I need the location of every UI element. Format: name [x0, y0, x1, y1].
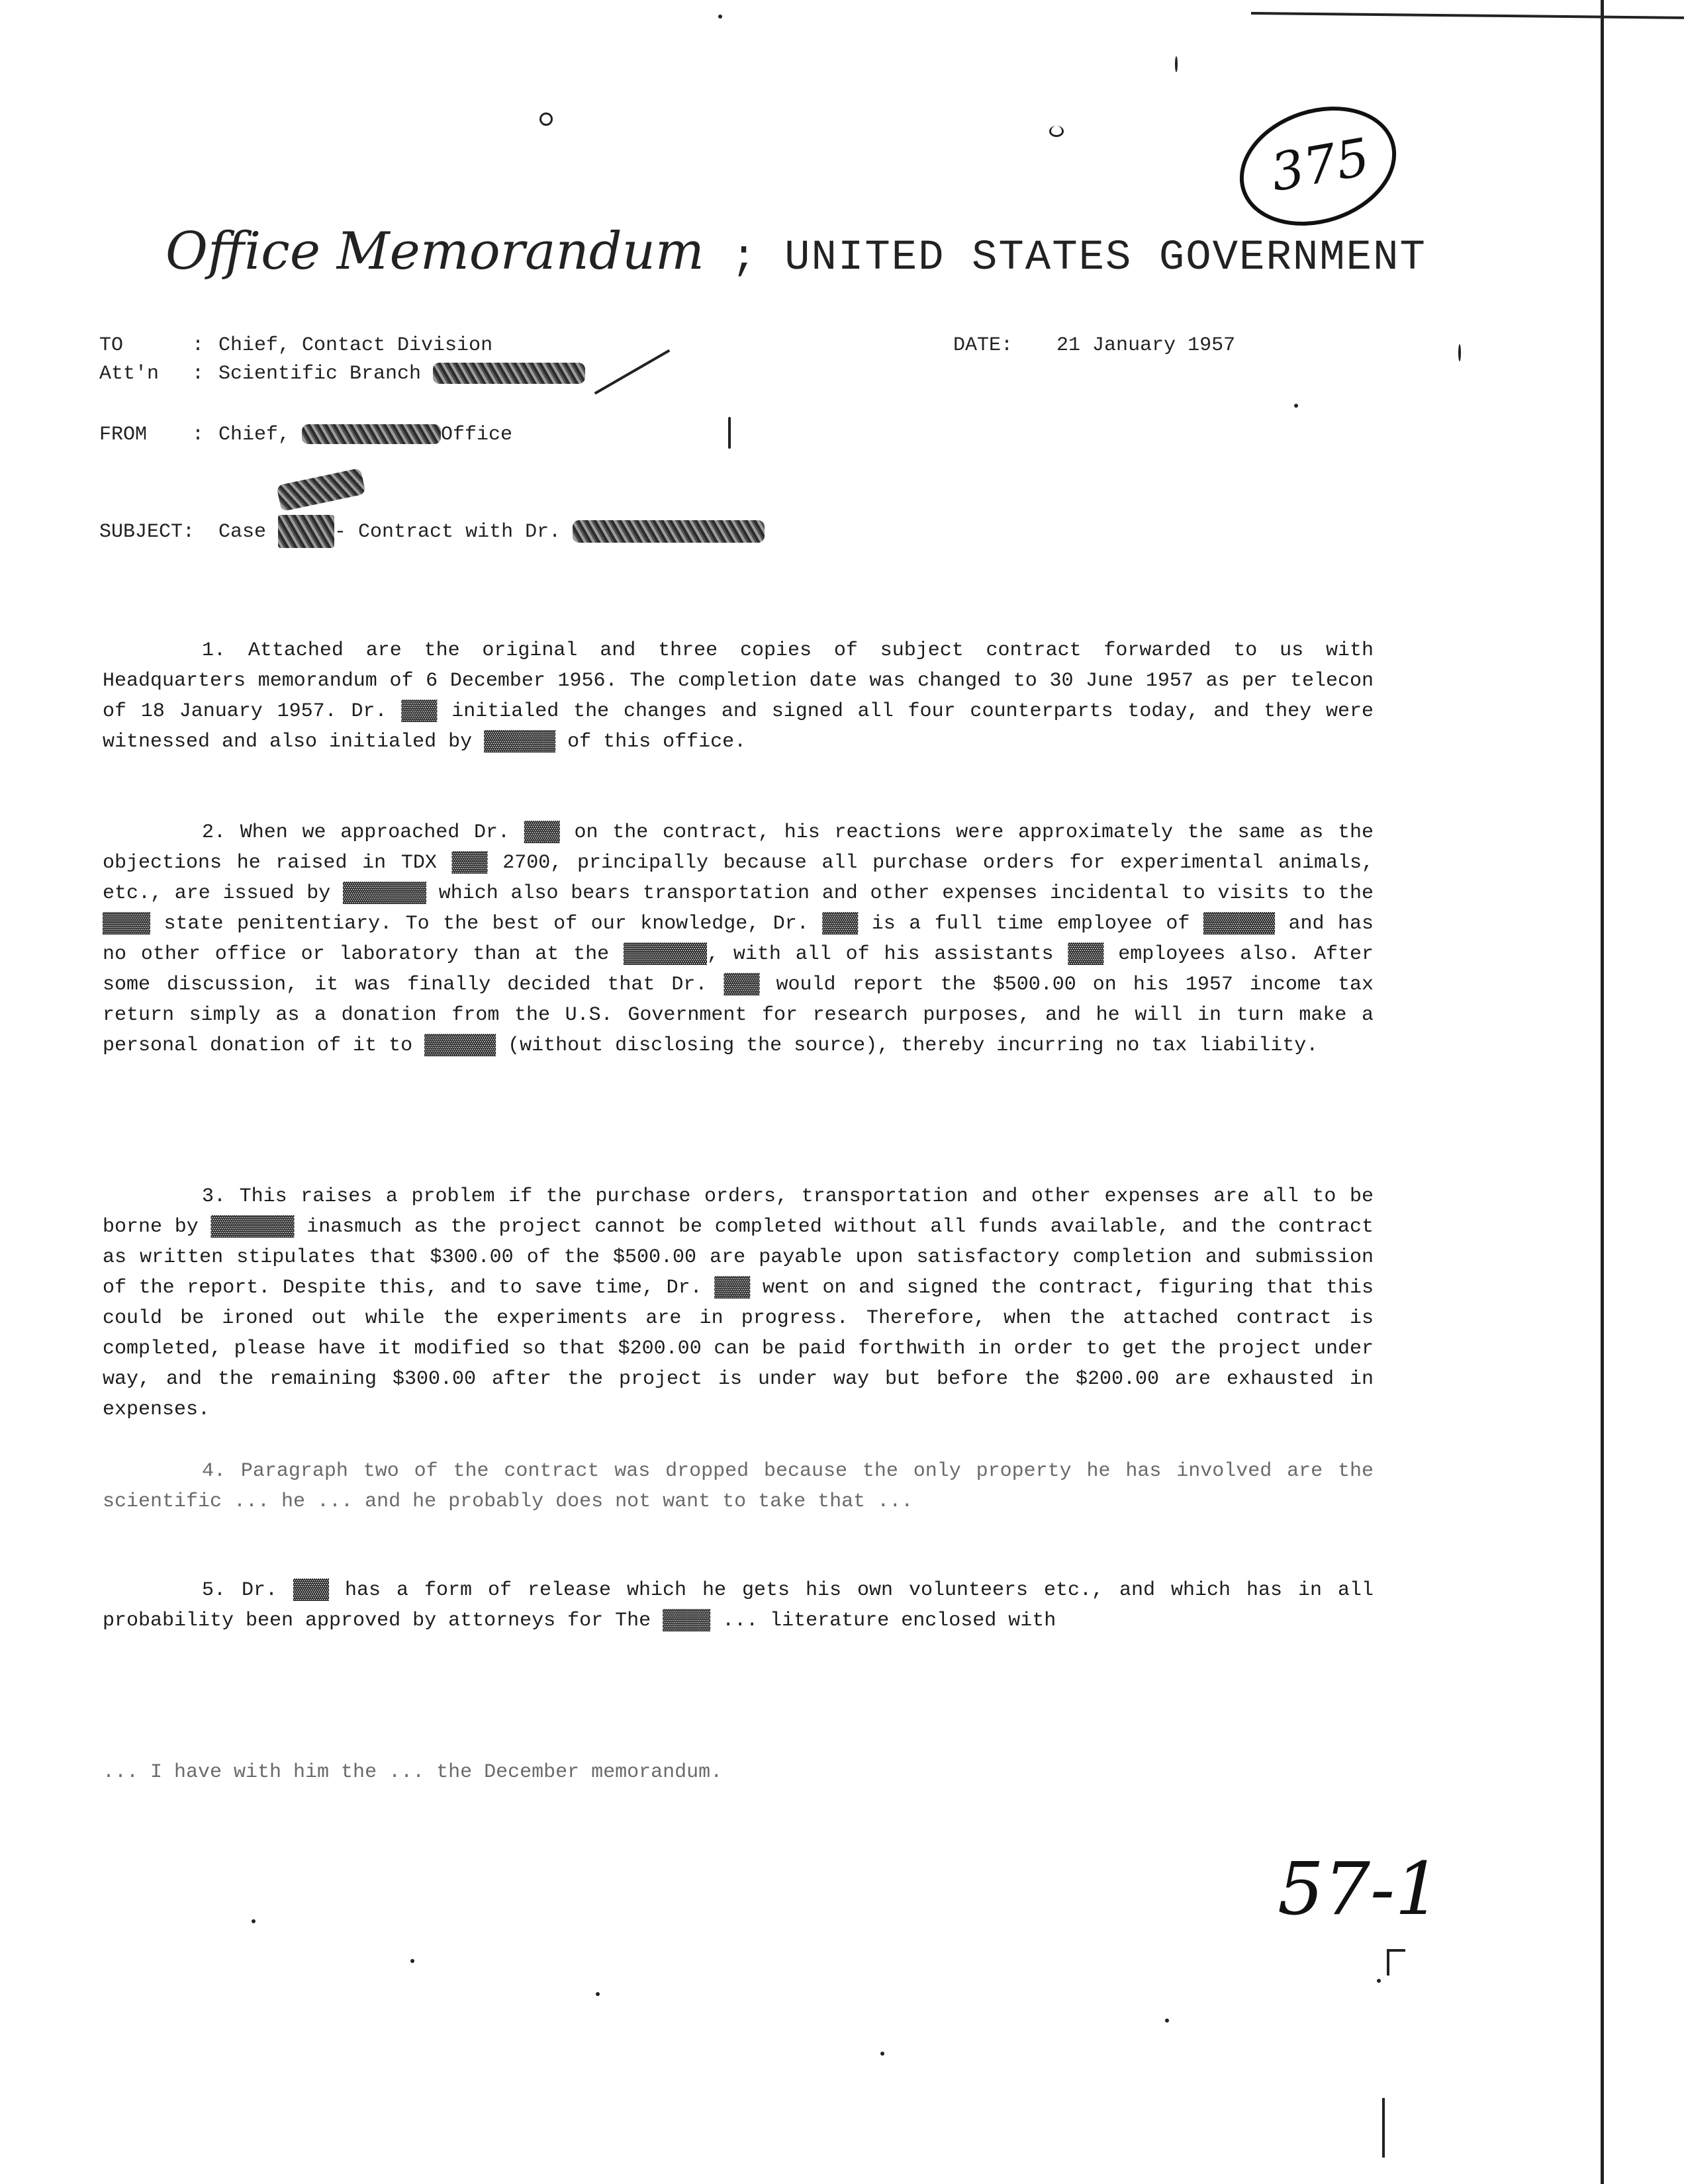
- redaction-block: [573, 520, 765, 543]
- form-title-suffix: UNITED STATES GOVERNMENT: [784, 234, 1427, 282]
- paragraph-5: 5. Dr. ▓▓▓ has a form of release which he gets his own volunteers etc., and which has in all probability been approved by attorneys for The ▓▓▓▓ ... literature enclosed with: [103, 1579, 1374, 1632]
- scan-speck: [1458, 344, 1461, 361]
- scan-speck: [718, 15, 722, 19]
- date-line: [953, 334, 1235, 357]
- paragraph-1: 1. Attached are the original and three copies of subject contract forwarded to us with Headquarters memorandum of 6 December 1956. The completion date was changed to 30 June 1957 as per telecon of 18 January 1957. Dr. ▓▓▓ initialed the changes and signed all four counterparts today, and they were witnessed and also initialed by ▓▓▓▓▓▓ of this office.: [103, 639, 1374, 753]
- scan-edge-top: [1251, 12, 1684, 19]
- scan-speck: [596, 1992, 600, 1996]
- to-line: TO : Chief, Contact Division: [99, 334, 493, 357]
- pen-stroke: [594, 349, 671, 394]
- subject-line: [99, 515, 765, 548]
- scan-speck: [1165, 2019, 1169, 2023]
- scan-speck: [410, 1959, 414, 1963]
- scan-edge-right: [1601, 0, 1604, 2184]
- form-title-prefix: Office Memorandum: [165, 222, 704, 281]
- redaction-block: [302, 424, 441, 444]
- attn-label: Att'n: [99, 363, 160, 385]
- scan-speck: [1294, 404, 1298, 408]
- paragraph-3: 3. This raises a problem if the purchase orders, transportation and other expenses are all to be borne by ▓▓▓▓▓▓▓ inasmuch as the project cannot be completed without all funds available, and the contract as written stipulates that $300.00 of the $500.00 are payable upon satisfactory completion and submission of the report. Despite this, and to save time, Dr. ▓▓▓ went on and signed the contract, figuring that this could be ironed out while the experiments are in progress. Therefore, when the attached contract is completed, please have it modified so that $200.00 can be paid forthwith in order to get the project under way, and the remaining $300.00 after the project is under way but before the $200.00 are exhausted in expenses.: [103, 1185, 1374, 1421]
- scan-speck: [252, 1919, 256, 1923]
- paragraph-4: 4. Paragraph two of the contract was dropped because the only property he has involved are the scientific ... he ... and he probably does not want to take that ...: [103, 1460, 1374, 1513]
- from-value-prefix: Chief,: [218, 424, 291, 446]
- form-title: Office Memorandum ; UNITED STATES GOVERNMENT: [165, 222, 1427, 282]
- scan-mark: [1387, 1949, 1389, 1976]
- from-value-suffix: Office: [441, 424, 513, 446]
- attn-line: Att'n : Scientific Branch: [99, 363, 585, 385]
- attn-value: Scientific Branch: [218, 363, 422, 385]
- paragraph-6: ... I have with him the ... the December memorandum.: [103, 1761, 723, 1784]
- to-label: TO: [99, 334, 124, 357]
- scan-mark: [1387, 1949, 1405, 1952]
- redaction-block: [276, 468, 365, 512]
- scan-speck: [1175, 56, 1178, 72]
- scan-speck: [539, 113, 553, 126]
- subject-label: SUBJECT:: [99, 520, 195, 543]
- date-label: DATE:: [953, 334, 1013, 357]
- scan-speck: [880, 2052, 884, 2056]
- scan-mark: [1382, 2098, 1385, 2158]
- paragraph-2: 2. When we approached Dr. ▓▓▓ on the contract, his reactions were approximately the same as the objections he raised in TDX ▓▓▓ 2700, principally because all purchase orders for experimental animals, etc., are issued by ▓▓▓▓▓▓▓ which also bears transportation and other expenses incidental to visits to the ▓▓▓▓ state penitentiary. To the best of our knowledge, Dr. ▓▓▓ is a full time employee of ▓▓▓▓▓▓ and has no other office or laboratory than at the ▓▓▓▓▓▓▓, with all of his assistants ▓▓▓ employees also. After some discussion, it was finally decided that Dr. ▓▓▓ would report the $500.00 on his 1957 income tax return simply as a donation from the U.S. Government for research purposes, and he will in turn make a personal donation of it to ▓▓▓▓▓▓ (without disclosing the source), thereby incurring no tax liability.: [103, 821, 1374, 1057]
- scan-speck: [1377, 1979, 1381, 1983]
- document-number: 57-1: [1278, 1846, 1442, 1931]
- scan-speck: [1049, 126, 1064, 137]
- subject-value-prefix: Case: [218, 520, 267, 543]
- from-label: FROM: [99, 424, 148, 446]
- redaction-block: [433, 363, 585, 384]
- from-line: FROM : Chief, Office: [99, 424, 513, 446]
- folio-number: 375: [1266, 127, 1374, 204]
- redaction-block: [278, 515, 334, 548]
- to-value: Chief, Contact Division: [218, 334, 493, 357]
- pen-stroke: [728, 417, 731, 449]
- date-value: 21 January 1957: [1056, 334, 1236, 357]
- subject-value-mid: - Contract with Dr.: [334, 520, 561, 543]
